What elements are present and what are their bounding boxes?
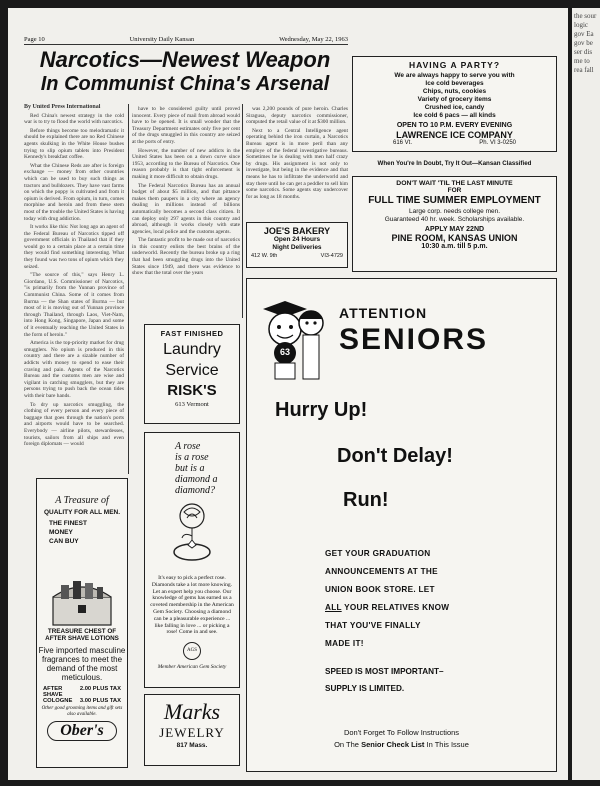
seniors-body-line: UNION BOOK STORE. LET [325,585,435,594]
column-rule [128,104,129,474]
summer-ad-headline: FULL TIME SUMMER EMPLOYMENT [368,195,541,206]
gem-verse-line: diamond a [175,474,218,485]
article-paragraph: It works like this: Not long ago an agent of the Federal Bureau of Narcotics tipped off government officials in Thailand that if they would go to a certain place at a certain time they would find something interesting. What they found was two tons of opium which they seized. [24,224,124,270]
gem-verse-line: but is a [175,463,205,474]
headline-line-1: Narcotics—Newest Weapon [39,47,331,72]
seniors-body-line [325,599,449,617]
treasure-quality: QUALITY FOR ALL MEN. [43,509,121,516]
treasure-tagline: THE FINEST [49,520,87,527]
party-ad-phone: Ph. VI 3-0250 [479,140,516,146]
party-ad-title: HAVING A PARTY? [408,60,501,70]
ags-seal-icon: AGS [183,642,201,660]
paper-name: University Daily Kansan [129,36,195,43]
summer-ad-detail: Guaranteed 40 hr. week. Scholarships available. [384,216,525,223]
treasure-note: Other good grooming items and gift sets also available. [41,706,123,717]
obers-treasure-ad [36,478,128,768]
adjacent-page-text: the sour logic gov Ea gov be ser dis me to rea fall [574,12,597,74]
treasure-description: Five imported masculine fragrances to meet the demand of the most meticulous. [38,646,126,682]
bakery-phone: VI3-4729 [320,253,343,259]
attention-seniors-ad [246,278,557,772]
seniors-footer-text: In This Issue [424,740,469,749]
marks-address: 817 Mass. [176,742,208,749]
article-paragraph: America is the top-priority market for drug smugglers. No opium is produced in this country and there are a sizable number of addicts with money to spend to ease their craving and pain. Agents of the Narcotics Bureau and the customs men are wise and vigilant in catching smugglers, but they are persons trying to push back the ocean tides with their bare hands. [24,340,124,399]
article-column-2 [132,106,240,320]
party-ad-line: Ice cold beverages [425,80,484,87]
seniors-headline: SENIORS [339,323,489,356]
diamond-ad [144,432,240,688]
party-ad-line: We are always happy to serve you with [394,72,515,79]
summer-employment-ad [352,176,557,272]
laundry-word: Laundry [163,341,221,358]
treasure-item-price: 3.00 PLUS TAX [79,698,121,704]
article-paragraph: What the Chinese Reds are after is foreign exchange — money from other countries which can be used to buy such things as tractors and bulldozers. They have vast farms on which the poppy is cultivated and from it opium is derived. From opium, in turn, comes morphine and heroin and from these stem most of the trouble the United States is having today with drug addiction. [24,162,124,222]
summer-ad-line2: FOR [447,187,462,194]
rose-ring-illustration [162,496,222,566]
article-paragraph: "The source of this," says Henry L. Giordano, U.S. Commissioner of Narcotics, "is primarily from the Yunnan province of Communist China. Some of it comes from Burma — the Shan states of Burma — but most of it is moving out of Yunnan province through Thailand, through Laos, Viet-Nam, into Hong Kong, Singapore, Japan and some of it eventually reaching the United States in the form of heroin." [24,272,124,338]
treasure-item-price: 2.00 PLUS TAX [79,686,121,692]
party-ad-hours: OPEN TO 10 P.M. EVERY EVENING [396,122,513,129]
issue-date: Wednesday, May 22, 1963 [279,36,348,43]
page-folio [24,36,348,45]
seniors-body-line: GET YOUR GRADUATION [325,549,431,558]
seniors-speed [325,663,444,697]
laundry-address: 613 Vermont [175,401,209,408]
article-paragraph: Next to a Central Intelligence agent operating behind the iron curtain, a Narcotics Bureau agent is in more peril than any employe of the federal investigative bureaus. Sometimes he is dealing with men half crazy by drugs. His assignment is not only to investigate, but being in the evidence and that means he has to infiltrate the underworld and stay there until he can get a peddler to sell him some narcotics. Some agents stay undercover for as long as 18 months. [246,127,348,200]
bakery-name: JOE'S BAKERY [263,226,331,236]
seniors-delay: Don't Delay! [337,445,453,467]
treasure-chest-illustration [47,571,117,631]
seniors-footer [247,727,556,751]
summer-ad-time: 10:30 a.m. till 5 p.m. [421,243,488,250]
treasure-item-name: AFTER SHAVE [43,686,63,698]
summer-ad-apply: APPLY MAY 22ND [424,226,485,233]
treasure-item-name: COLOGNE [43,698,73,704]
party-ad-line: Crushed ice, candy [424,104,485,111]
party-ad-address: 616 Vt. [393,140,413,146]
seniors-body-line: MADE IT! [325,639,364,648]
seniors-footer-line [247,739,556,751]
newspaper-page [8,8,568,780]
seniors-speed-line: SPEED IS MOST IMPORTANT– [325,667,444,676]
article-headline [24,48,346,96]
seniors-run: Run! [343,489,389,511]
article-paragraph: have to be considered guilty until proved innocent. Every piece of mail from abroad would have to be opened. It is small wonder that the Treasury Department estimates only five per cent of the drugs smuggled in this country are seized at the ports of entry. [132,106,240,145]
headline-line-2: In Communist China's Arsenal [40,73,330,95]
marks-jewelry-ad [144,694,240,766]
summer-ad-line1: DON'T WAIT 'TIL THE LAST MINUTE [396,180,513,187]
senior-check-list-emphasis: Senior Check List [361,740,425,749]
seniors-body-line: ANNOUNCEMENTS AT THE [325,567,438,576]
marks-sub: JEWELRY [159,725,225,740]
seniors-body-line: THAT YOU'VE FINALLY [325,621,421,630]
seniors-footer-text: On The [334,740,362,749]
marks-name: Marks [163,699,221,724]
gem-body: It's easy to pick a perfect rose. Diamonds take a lot more knowing. Let an expert help you choose. Our knowledge of gems has earned us a coveted membership in the American Gem Society. Choosing a diamond can be a pleasurable experience ... like falling in love ... or picking a rose! Come in and see. [150,575,234,636]
article-paragraph: Red China's newest strategy in the cold war is to try to flood the world with narcotics. [24,112,124,126]
service-word: Service [165,362,219,379]
treasure-tagline: MONEY [49,529,73,536]
gem-verse-line: A rose [175,441,201,452]
bakery-address: 412 W. 9th [251,253,278,259]
party-ad-line: Chips, nuts, cookies [422,88,487,95]
treasure-product: TREASURE CHEST OF AFTER SHAVE LOTIONS [45,628,119,642]
article-byline: By United Press International [24,104,101,110]
party-ad-line: Ice cold 6 pacs — all kinds [413,112,496,119]
treasure-tagline: CAN BUY [49,538,79,545]
seniors-footer-line: Don't Forget To Follow Instructions [343,728,460,737]
seniors-all-emphasis: ALL [325,603,342,612]
seniors-hurry: Hurry Up! [275,399,368,421]
bakery-delivery: Night Deliveries [272,243,322,251]
seniors-speed-line: SUPPLY IS LIMITED. [325,684,405,693]
column-rule [242,104,243,318]
treasure-title: A Treasure of [55,495,109,506]
article-column-3 [246,106,348,218]
laundry-tag: FAST FINISHED [160,329,224,338]
gem-member: Member American Gem Society [157,664,227,671]
seniors-attention: ATTENTION [339,305,428,321]
article-paragraph: The fantastic profit to be made out of narcotics in this country enlists the best brains of the underworld. Recently the bureau broke up a ring that had been smuggling drugs into the United States since 1949, and there was evidence to show that the total over the years [132,237,240,277]
seniors-body [325,545,449,653]
classified-tagline: When You're In Doubt, Try It Out—Kansan Classified [377,160,532,167]
article-paragraph: To dry up narcotics smuggling, the clothing of every person and every piece of baggage that goes through the nation's ports and airports would have to be searched. Everybody — airline pilots, stewardesses, tourists, sailors from all ships and even foreign diplomats — would [24,401,124,448]
article-paragraph: The Federal Narcotics Bureau has an annual budget of about $5 million, and that pittance makes them paupers in a city where an agency dealing in millions instead of billions automatically becomes a second class citizen. It can deploy only 297 agents in this country and abroad, although it works closely with state agencies, local police and the customs agents. [132,182,240,235]
article-paragraph: Before things become too melodramatic it should be explained there are no Red Chinese agents skulking in the White House bushes trying to slip opium tablets into President Kennedy's breakfast coffee. [24,127,124,161]
summer-ad-place: PINE ROOM, KANSAS UNION [391,233,518,243]
gem-verse-line: is a rose [175,452,209,463]
party-ad-line: Variety of grocery items [417,96,492,103]
obers-logo: Ober's [47,721,117,741]
adjacent-page-edge [572,8,600,780]
article-paragraph: However, the number of new addicts in the United States has been on a down curve since 1953, according to the Bureau of Narcotics. One reason probably is that tight enforcement is making it more difficult to obtain drugs. [132,147,240,180]
seniors-body-text: YOUR RELATIVES KNOW [341,603,450,612]
article-paragraph: was 2,200 pounds of pure heroin. Charles Siragusa, deputy narcotics commissioner, computed the retail value of it at $300 million. [246,106,348,126]
gem-verse-line: diamond? [175,485,215,496]
graduates-cartoon-illustration [255,293,335,383]
bakery-hours: Open 24 Hours [273,236,321,243]
article-column-1 [24,104,124,476]
risks-laundry-ad [144,324,240,424]
lawrence-ice-ad [352,56,557,152]
party-ad-company: LAWRENCE ICE COMPANY [396,130,513,140]
summer-ad-detail: Large corp. needs college men. [408,208,501,215]
page-number: Page 10 [24,36,45,43]
laundry-name: RISK'S [167,382,217,399]
cap-badge: 63 [279,347,290,357]
joes-bakery-ad [246,222,348,268]
